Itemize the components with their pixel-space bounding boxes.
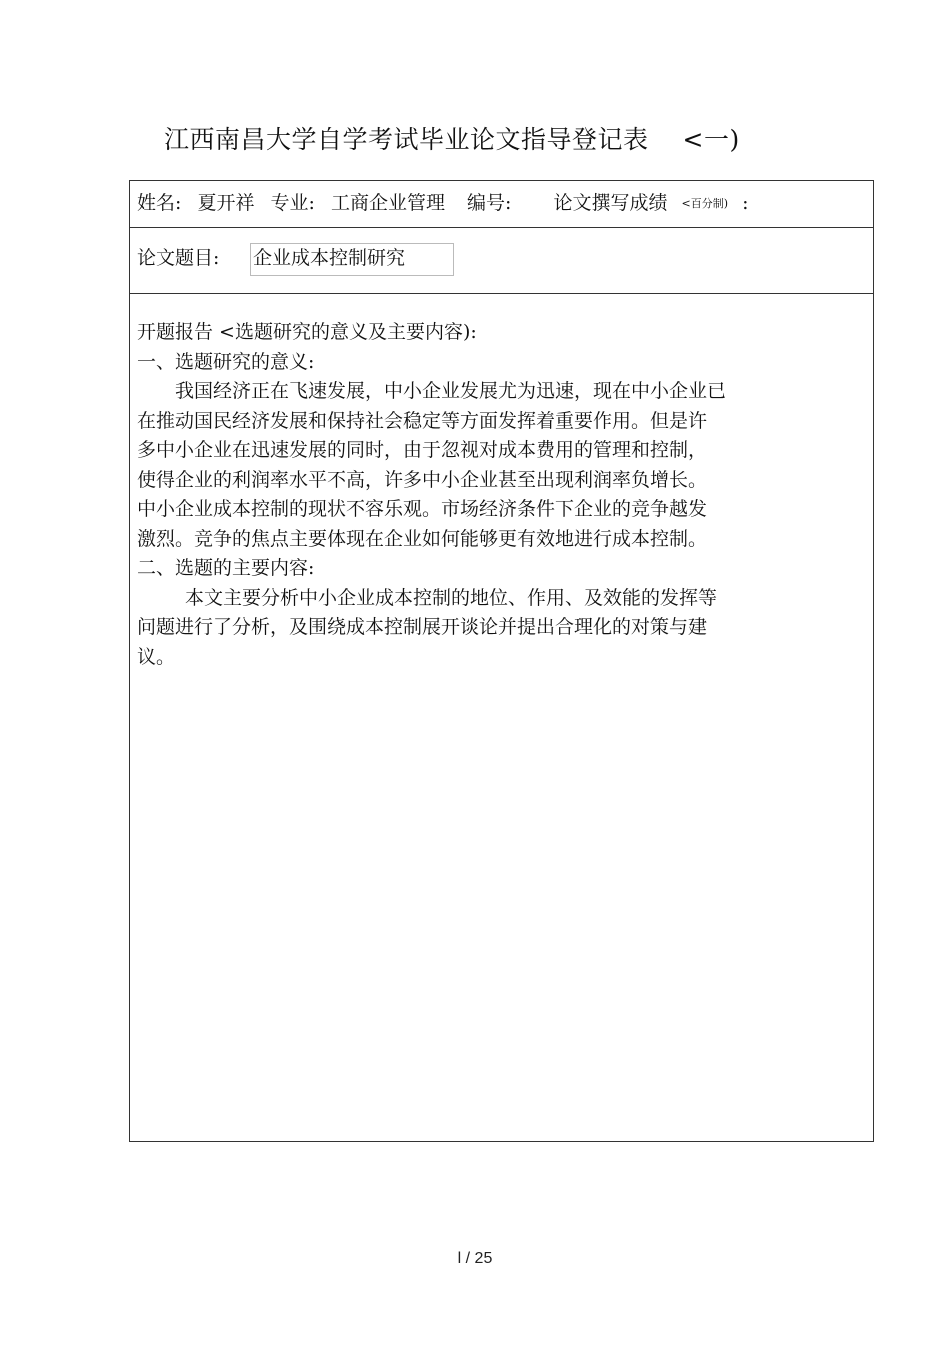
- proposal-report-cell: [130, 294, 873, 1141]
- section-2-line: 本文主要分析中小企业成本控制的地位、作用、及效能的发挥等: [185, 586, 718, 609]
- title-suffix: <一): [682, 125, 740, 154]
- student-info-line: [137, 189, 749, 218]
- student-info-row: [130, 181, 873, 228]
- name-label: 姓名:: [137, 192, 182, 214]
- grade-note: <百分制): [681, 197, 729, 210]
- section-1-title: 一、选题研究的意义:: [137, 350, 315, 373]
- grade-label: 论文撰写成绩: [553, 192, 668, 214]
- grade-colon: :: [742, 192, 749, 214]
- report-heading: 开题报告 <选题研究的意义及主要内容):: [137, 321, 477, 343]
- number-label: 编号:: [467, 192, 512, 214]
- name-value: 夏开祥: [197, 192, 255, 214]
- section-1-line: 使得企业的利润率水平不高，许多中小企业甚至出现利润率负增长。: [137, 468, 708, 491]
- section-1-line: 多中小企业在迅速发展的同时，由于忽视对成本费用的管理和控制，: [137, 439, 708, 461]
- thesis-topic-row: [130, 228, 873, 294]
- page-number: l / 25: [457, 1250, 493, 1267]
- section-2-line: 议。: [137, 645, 176, 668]
- major-label: 专业:: [270, 192, 315, 214]
- thesis-topic-label: 论文题目:: [137, 247, 220, 269]
- proposal-report-text: [137, 318, 787, 672]
- section-1-line: 我国经济正在飞速发展，中小企业发展尤为迅速，现在中小企业已: [175, 380, 727, 402]
- major-value: 工商企业管理: [330, 192, 445, 214]
- section-2-title: 二、选题的主要内容:: [137, 557, 315, 579]
- section-1-line: 中小企业成本控制的现状不容乐观。市场经济条件下企业的竞争越发: [137, 498, 708, 520]
- section-1-line: 激烈。竞争的焦点主要体现在企业如何能够更有效地进行成本控制。: [137, 527, 708, 550]
- section-1-line: 在推动国民经济发展和保持社会稳定等方面发挥着重要作用。但是许: [137, 409, 708, 432]
- title-main: 江西南昌大学自学考试毕业论文指导登记表: [164, 125, 649, 154]
- section-2-line: 问题进行了分析，及围绕成本控制展开谈论并提出合理化的对策与建: [137, 616, 708, 638]
- document-title: [164, 122, 804, 158]
- registration-form-table: [129, 180, 874, 1142]
- thesis-topic-field[interactable]: 企业成本控制研究: [250, 243, 454, 276]
